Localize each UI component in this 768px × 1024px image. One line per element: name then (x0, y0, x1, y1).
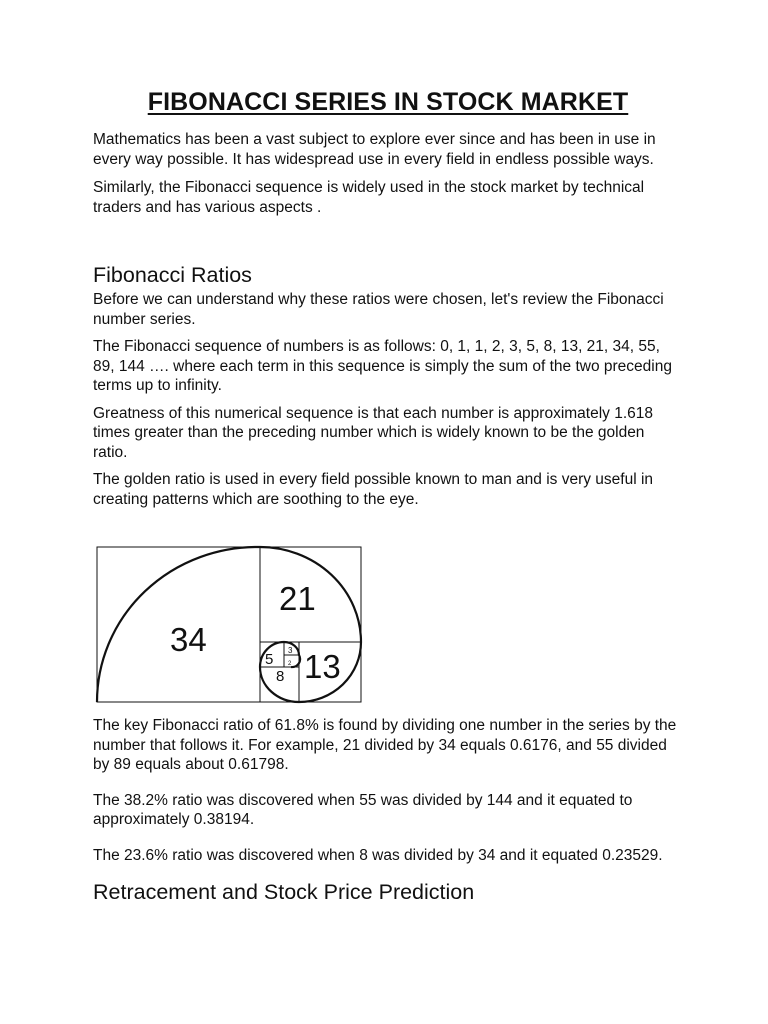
paragraph-review-series: Before we can understand why these ratios were chosen, let's review the Fibonacci number series. (93, 291, 664, 328)
intro-paragraph-1: Mathematics has been a vast subject to explore ever since and has been in use in every way possible. It has widespread use in every field in endless possible ways. (93, 131, 656, 168)
label-13: 13 (304, 648, 341, 685)
paragraph-patterns: The golden ratio is used in every field possible known to man and is very useful in creating patterns which are soothing to the eye. (93, 471, 654, 508)
label-5: 5 (265, 651, 274, 668)
page-title: FIBONACCI SERIES IN STOCK MARKET (147, 88, 629, 116)
section-heading-retracement: Retracement and Stock Price Prediction (93, 880, 475, 904)
document-page (93, 88, 683, 509)
label-34: 34 (170, 621, 207, 658)
label-2: 2 (288, 661, 292, 667)
paragraph-sequence: The Fibonacci sequence of numbers is as follows: 0, 1, 1, 2, 3, 5, 8, 13, 21, 34, 55, 89, 144 …. where each term in this sequence is simply the sum of the two preceding terms up to infinity. (93, 338, 672, 394)
paragraph-golden-ratio: Greatness of this numerical sequence is that each number is approximately 1.618 times greater than the preceding number which is widely known to be the golden ratio. (93, 404, 654, 461)
paragraph-38-2: The 38.2% ratio was discovered when 55 was divided by 144 and it equated to approximately 0.38194. (93, 791, 633, 828)
fibonacci-spiral-figure (95, 545, 365, 705)
label-8: 8 (276, 668, 285, 685)
label-3: 3 (288, 646, 293, 655)
label-21: 21 (279, 580, 316, 617)
section-heading-fibonacci-ratios: Fibonacci Ratios (93, 263, 252, 287)
paragraph-23-6: The 23.6% ratio was discovered when 8 was divided by 34 and it equated 0.23529. (93, 846, 663, 864)
intro-paragraph-2: Similarly, the Fibonacci sequence is widely used in the stock market by technical traders and has various aspects . (93, 179, 645, 216)
paragraph-61-8: The key Fibonacci ratio of 61.8% is found by dividing one number in the series by the number that follows it. For example, 21 divided by 34 equals 0.6176, and 55 divided by 89 equals about 0.61798. (93, 717, 677, 773)
lower-section (93, 716, 683, 905)
